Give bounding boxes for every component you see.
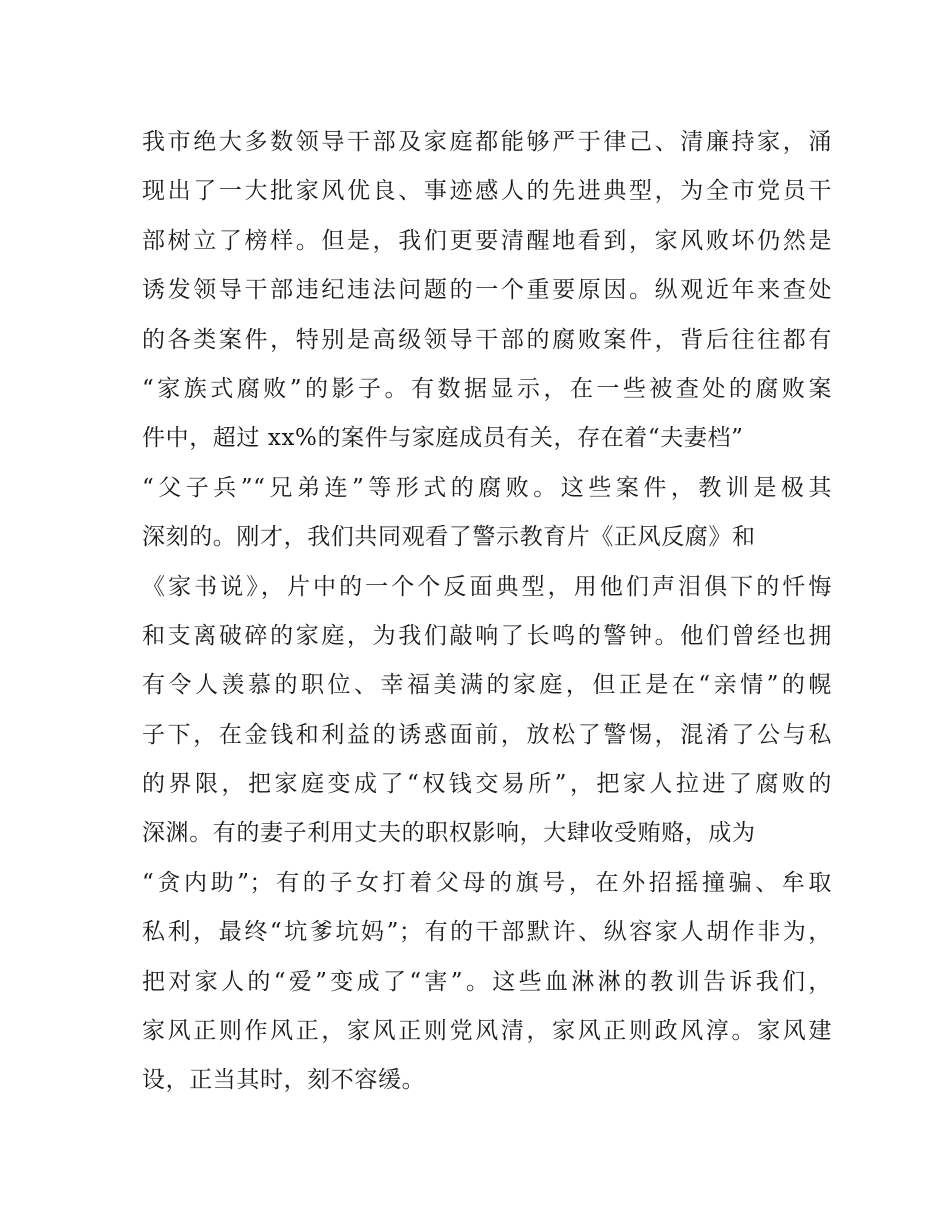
text-line-18: 把对家人的“爱”变成了“害”。这些血淋淋的教训告诉我们，: [142, 968, 832, 995]
text-line-10: 《家书说》，片中的一个个反面典型，用他们声泪俱下的忏悔: [142, 573, 832, 600]
text-line-17: 私利，最终“坑爹坑妈”；有的干部默许、纵容家人胡作非为，: [142, 919, 832, 946]
text-line-4: 诱发领导干部违纪违法问题的一个重要原因。纵观近年来查处: [142, 277, 832, 304]
text-line-12: 有令人羡慕的职位、幸福美满的家庭，但正是在“亲情”的幌: [142, 672, 832, 699]
text-line-5: 的各类案件，特别是高级领导干部的腐败案件，背后往往都有: [142, 326, 832, 353]
text-line-15: 深渊。有的妻子利用丈夫的职权影响，大肆收受贿赂，成为: [142, 820, 756, 847]
text-line-3: 部树立了榜样。但是，我们更要清醒地看到，家风败坏仍然是: [142, 227, 832, 254]
text-line-2: 现出了一大批家风优良、事迹感人的先进典型，为全市党员干: [142, 178, 832, 205]
text-line-20: 设，正当其时，刻不容缓。: [142, 1067, 426, 1094]
text-line-7: 件中，超过 xx%的案件与家庭成员有关，存在着“夫妻档”: [142, 425, 744, 452]
text-line-16: “贪内助”；有的子女打着父母的旗号，在外招摇撞骗、牟取: [142, 869, 832, 896]
text-line-8: “父子兵”“兄弟连”等形式的腐败。这些案件，教训是极其: [142, 474, 832, 501]
text-line-1: 我市绝大多数领导干部及家庭都能够严于律己、清廉持家，涌: [142, 129, 832, 155]
text-line-13: 子下，在金钱和利益的诱惑面前，放松了警惕，混淆了公与私: [142, 721, 832, 748]
text-line-6: “家族式腐败”的影子。有数据显示，在一些被查处的腐败案: [142, 375, 832, 402]
text-line-19: 家风正则作风正，家风正则党风清，家风正则政风淳。家风建: [142, 1018, 832, 1045]
text-line-11: 和支离破碎的家庭，为我们敲响了长鸣的警钟。他们曾经也拥: [142, 622, 832, 649]
text-line-14: 的界限，把家庭变成了“权钱交易所”，把家人拉进了腐败的: [142, 771, 832, 798]
body-paragraph: [142, 118, 832, 1106]
text-line-9: 深刻的。刚才，我们共同观看了警示教育片《正风反腐》和: [142, 524, 756, 551]
